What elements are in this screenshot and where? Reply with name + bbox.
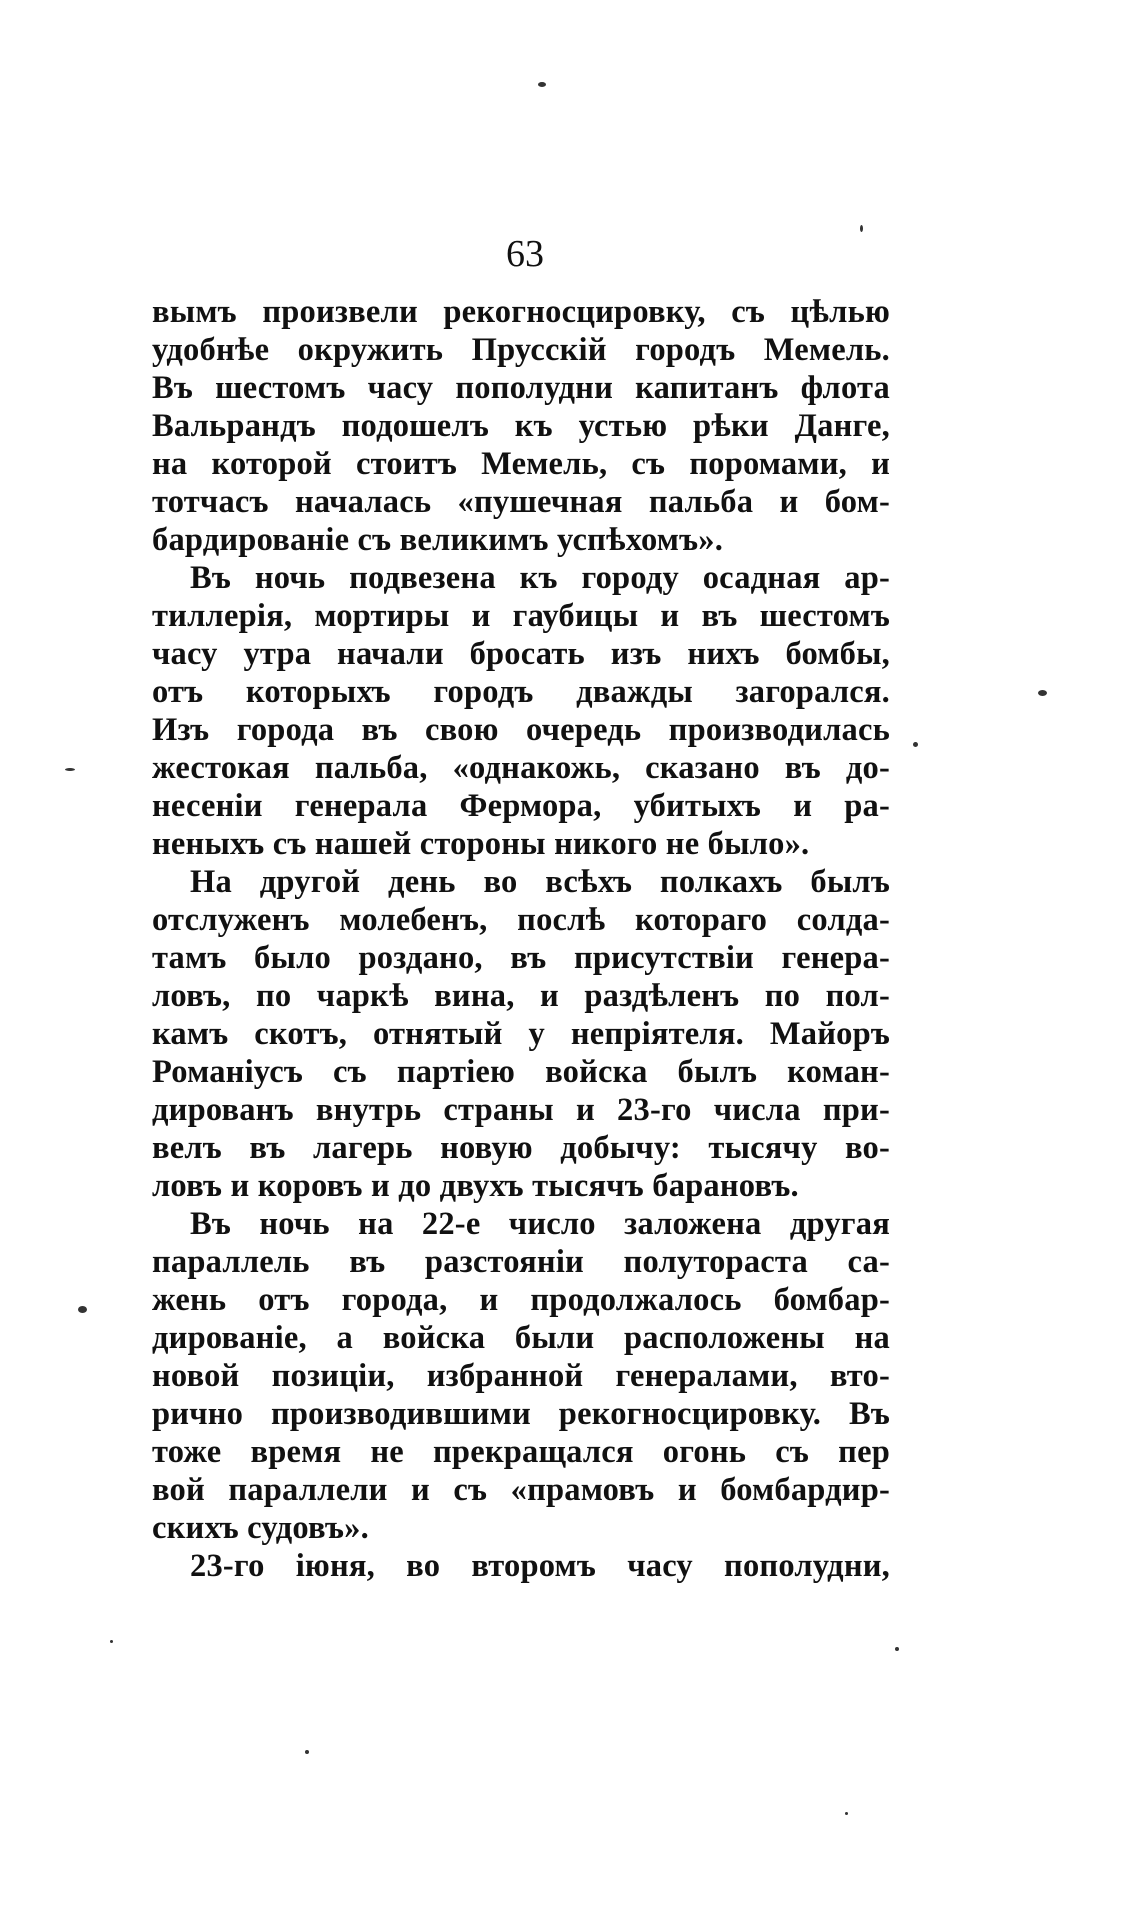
page-number: 63: [506, 233, 544, 275]
text-line: Романіусъ съ партіею войска былъ коман-: [152, 1054, 890, 1090]
scan-speck: [78, 1306, 87, 1313]
text-line: жестокая пальба, «однакожь, сказано въ до-: [152, 750, 890, 786]
scan-speck: [895, 1647, 899, 1651]
text-line: отъ которыхъ городъ дважды загорался.: [152, 674, 890, 710]
text-line: скихъ судовъ».: [152, 1510, 369, 1546]
scan-speck: [538, 82, 546, 87]
text-line: новой позиціи, избранной генералами, вто-: [152, 1358, 890, 1394]
text-line: Въ шестомъ часу пополудни капитанъ флота: [152, 370, 890, 406]
text-line: ловъ и коровъ и до двухъ тысячъ барановъ.: [152, 1168, 799, 1204]
text-line: удобнѣе окружить Прусскій городъ Мемель.: [152, 332, 890, 368]
scan-speck: [305, 1750, 309, 1754]
text-line: тамъ было роздано, въ присутствіи генера-: [152, 940, 890, 976]
text-line: Въ ночь подвезена къ городу осадная ар-: [190, 560, 890, 596]
text-line: 23-го іюня, во второмъ часу пополудни,: [190, 1548, 890, 1584]
text-line: жень отъ города, и продолжалось бомбар-: [152, 1282, 890, 1318]
text-line: камъ скотъ, отнятый у непріятеля. Майоръ: [152, 1016, 890, 1052]
scan-speck: [913, 742, 918, 747]
text-line: неныхъ съ нашей стороны никого не было».: [152, 826, 810, 862]
text-line: тиллерія, мортиры и гаубицы и въ шестомъ: [152, 598, 890, 634]
text-line: Изъ города въ свою очередь производилась: [152, 712, 890, 748]
scan-speck: [845, 1812, 848, 1815]
text-line: тотчасъ началась «пушечная пальба и бом-: [152, 484, 890, 520]
text-line: часу утра начали бросать изъ нихъ бомбы,: [152, 636, 890, 672]
text-line: вымъ произвели рекогносцировку, съ цѣлью: [152, 294, 890, 330]
text-line: тоже время не прекращался огонь съ пер: [152, 1434, 890, 1470]
text-line: ловъ, по чаркѣ вина, и раздѣленъ по пол-: [152, 978, 890, 1014]
text-line: Въ ночь на 22-е число заложена другая: [190, 1206, 890, 1242]
text-line: вой параллели и съ «прамовъ и бомбардир-: [152, 1472, 890, 1508]
scan-speck: [1038, 690, 1047, 696]
text-line: несеніи генерала Фермора, убитыхъ и ра-: [152, 788, 890, 824]
scan-speck: [860, 225, 863, 232]
text-line: Вальрандъ подошелъ къ устью рѣки Данге,: [152, 408, 890, 444]
text-line: параллель въ разстояніи полутораста са-: [152, 1244, 890, 1280]
text-line: на которой стоитъ Мемель, съ поромами, и: [152, 446, 890, 482]
scan-speck: [110, 1640, 113, 1643]
text-line: бардированіе съ великимъ успѣхомъ».: [152, 522, 724, 558]
text-line: дированъ внутрь страны и 23-го числа при-: [152, 1092, 890, 1128]
text-line: дированіе, а войска были расположены на: [152, 1320, 890, 1356]
text-line: отслуженъ молебенъ, послѣ котораго солда-: [152, 902, 890, 938]
text-line: рично производившими рекогносцировку. Въ: [152, 1396, 890, 1432]
scan-speck: [65, 768, 75, 771]
text-line: На другой день во всѣхъ полкахъ былъ: [190, 864, 890, 900]
body-text: [152, 293, 890, 1585]
text-line: велъ въ лагерь новую добычу: тысячу во-: [152, 1130, 890, 1166]
